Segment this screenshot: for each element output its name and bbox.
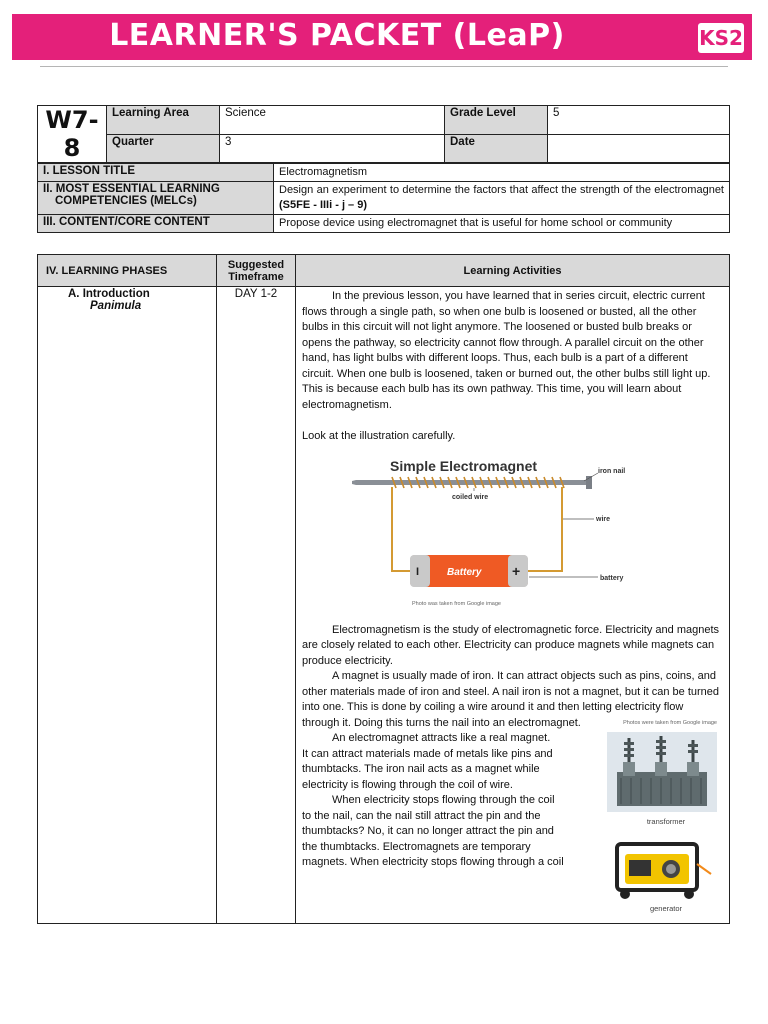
phase-introduction [38,287,217,924]
lesson-title-label: I. LESSON TITLE [38,164,274,182]
para4-line1: An electromagnet attracts like a real magnet. [332,732,551,744]
date-value [548,134,730,163]
timeframe-header-line2: Timeframe [228,270,284,283]
label-wire: wire [596,515,611,523]
learning-area-label: Learning Area [107,106,220,135]
quarter-value: 3 [220,134,445,163]
learning-phases-header: IV. LEARNING PHASES [38,255,217,287]
para5-line2: to the nail, can the nail still attract the pin and the [302,809,541,822]
content-label: III. CONTENT/CORE CONTENT [38,215,274,233]
diagram-credit: Photo was taken from Google image [412,600,501,607]
wire-right [528,487,562,571]
paragraph-electromagnetism: Electromagnetism is the study of electromagnetic force. Electricity and magnets are closely related to each other. Electricity can produce magnets while magnets can produce electricity. [302,623,720,667]
label-iron-nail: iron nail [598,467,626,475]
para4-line2: It can attract materials made of metals like pins and [302,747,553,760]
transformer-image [607,732,717,812]
diagram-title: Simple Electromagnet [390,457,538,474]
ks2-badge: KS2 [698,23,744,53]
battery-cap-left [410,555,430,587]
melc-text: Design an experiment to determine the factors that affect the strength of the electromagnet [279,184,724,196]
paragraph-intro: In the previous lesson, you have learned that in series circuit, electric current flows through a single path, so when one bulb is loosened or busted, all the other bulbs in this circuit will not light anymore. The loosened or busted bulb breaks or opens the pathway, so electricity cannot flow through. A parallel circuit on the other hand, has light bulbs with different loops. Thus, each bulb is a part of a different circuit. When one bulb is loosened, taken or burned out, the other bulbs still light up. This is because each bulb has its own pathway. This time, you will learn about electromagnetism. [302,290,711,411]
lesson-info-table [37,163,730,233]
label-battery: battery [600,574,624,582]
para5-line4: the thumbtacks. Electromagnets are temporary [302,840,531,853]
para5-line5: magnets. When electricity stops flowing through a coil [302,856,564,868]
grade-level-label: Grade Level [445,106,548,135]
grade-level-value: 5 [548,106,730,135]
melc-value [274,182,730,215]
week-label: W7-8 [38,106,107,163]
para4-line4: electricity is flowing through the coil of wire. [302,778,513,791]
label-coiled-wire: coiled wire [452,493,489,501]
learning-activities-header: Learning Activities [296,255,730,287]
look-instruction: Look at the illustration carefully. [302,430,456,442]
paragraph-magnet: A magnet is usually made of iron. It can attract objects such as pins, coins, and other materials made of iron and steel. A nail iron is not a magnet, but it can be turned into one. This is done by coiling a wire around it and then letting electricity flow through it. Doing this turns the nail into an electromagnet. [302,670,720,729]
banner-divider [40,66,728,67]
side-images [607,716,725,917]
melc-label [38,182,274,215]
battery-text: Battery [447,566,482,578]
transformer-caption: transformer [646,817,686,826]
header-banner [12,14,752,60]
timeframe-value: DAY 1-2 [217,287,296,924]
learning-area-value: Science [220,106,445,135]
banner-title: LEARNER'S PACKET (LeaP) [109,18,565,53]
generator-caption: generator [649,904,683,913]
content-value: Propose device using electromagnet that is useful for home school or community [274,215,730,233]
battery-plus: + [512,562,521,579]
para5-line1: When electricity stops flowing through the coil [332,794,555,806]
timeframe-header [217,255,296,287]
melc-code: (S5FE - IIIi - j – 9) [279,199,368,211]
date-label: Date [445,134,548,163]
timeframe-header-line1: Suggested [227,258,285,271]
melc-label-line2: COMPETENCIES (MELCs) [55,195,197,207]
electromagnet-diagram [352,453,652,613]
battery-minus: I [416,565,420,578]
text-with-images [302,720,721,913]
melc-label-line1: II. MOST ESSENTIAL LEARNING [43,183,220,195]
learning-activities-content [296,287,730,924]
generator-image [607,834,717,902]
phase-name: A. Introduction [68,288,150,300]
para4-line3: thumbtacks. The iron nail acts as a magnet while [302,763,540,775]
learning-phases-table [37,254,730,924]
lesson-title-value: Electromagnetism [274,164,730,182]
wire-left [392,487,410,571]
quarter-label: Quarter [107,134,220,163]
side-images-credit: Photos were taken from Google image [623,720,717,726]
header-info-table [37,105,730,163]
para5-line3: thumbtacks? No, it can no longer attract the pin and [302,825,554,837]
nail-tip [352,480,356,485]
phase-subtitle: Panimula [90,300,142,312]
